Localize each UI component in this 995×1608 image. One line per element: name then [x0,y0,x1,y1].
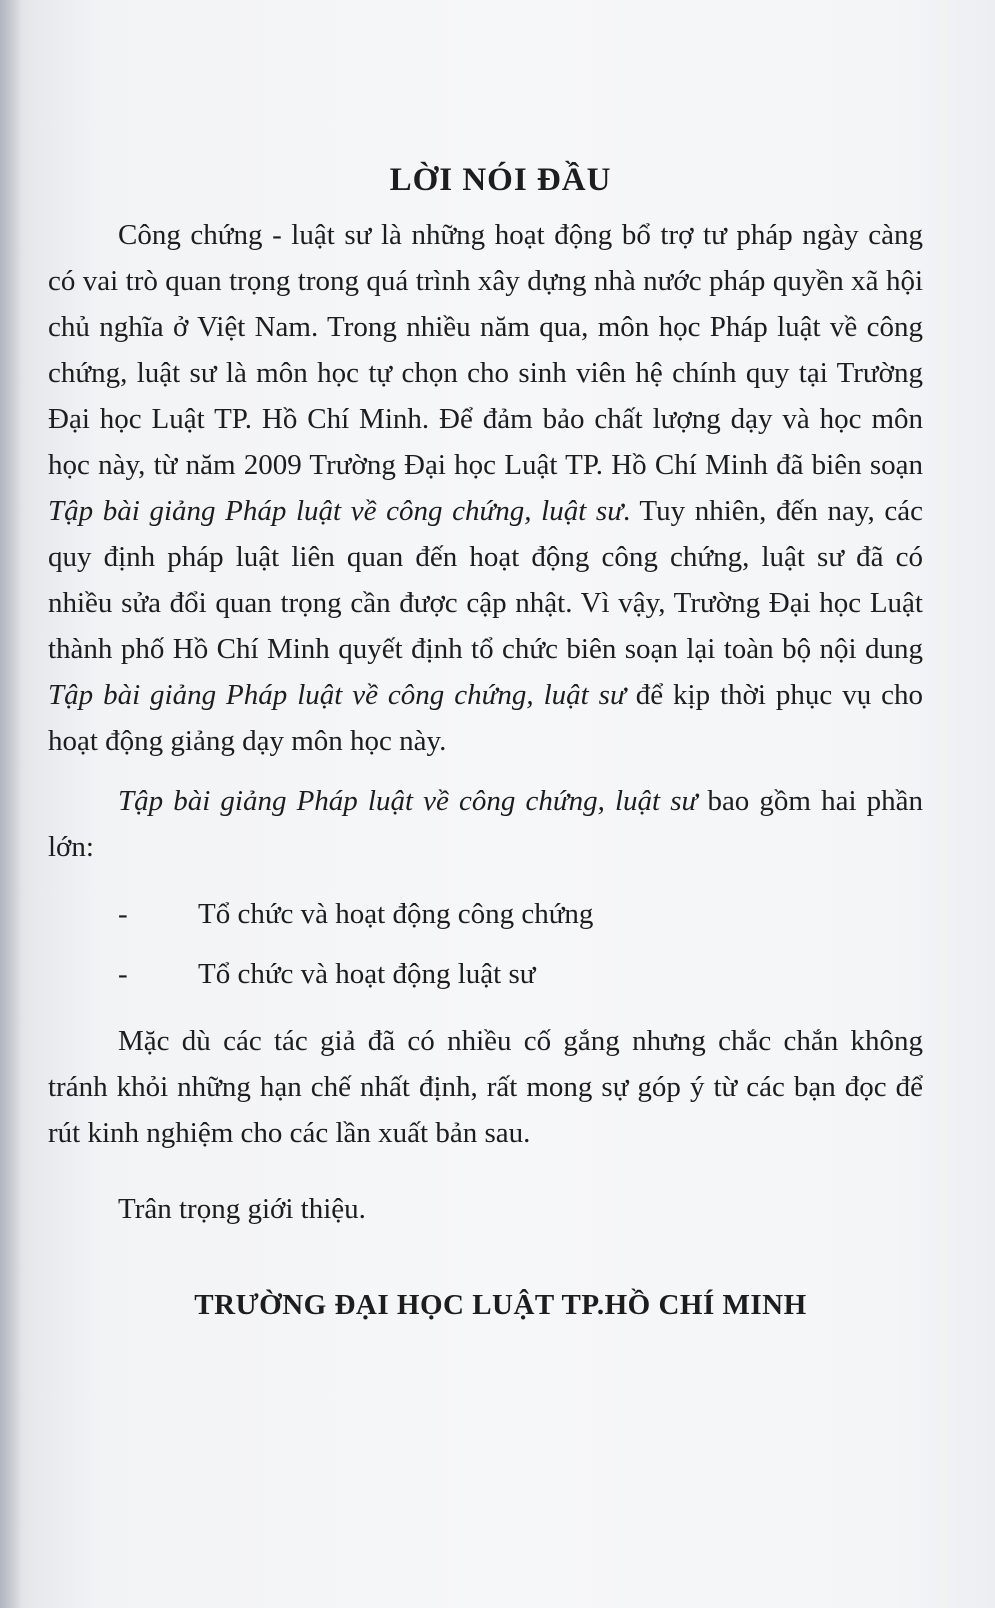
structure-book-title: Tập bài giảng Pháp luật về công chứng, luật sư [118,785,698,817]
structure-paragraph [48,778,923,870]
signature: TRƯỜNG ĐẠI HỌC LUẬT TP.HỒ CHÍ MINH [194,1289,807,1321]
list-item-text: Tổ chức và hoạt động luật sư [198,958,536,990]
disclaimer-paragraph: Mặc dù các tác giả đã có nhiều cố gắng nhưng chắc chắn không tránh khỏi những hạn chế nhất định, rất mong sự góp ý từ các bạn đọc để rút kinh nghiệm cho các lần xuất bản sau. [48,1025,923,1149]
list-dash: - [118,898,128,930]
parts-list [48,884,923,1004]
list-item [48,944,923,1004]
page-content [48,150,923,1328]
list-item [48,884,923,944]
structure-text: bao gồm hai phần lớn: [48,785,923,863]
intro-book-title-1: Tập bài giảng Pháp luật về công chứng, luật sư [48,495,624,527]
list-item-text: Tổ chức và hoạt động công chứng [198,898,594,930]
intro-book-title-2: Tập bài giảng Pháp luật về công chứng, luật sư [48,679,626,711]
intro-text-1: Công chứng - luật sư là những hoạt động bổ trợ tư pháp ngày càng có vai trò quan trọng trong quá trình xây dựng nhà nước pháp quyền xã hội chủ nghĩa ở Việt Nam. Trong nhiều năm qua, môn học Pháp luật về công chứng, luật sư là môn học tự chọn cho sinh viên hệ chính quy tại Trường Đại học Luật TP. Hồ Chí Minh. Để đảm bảo chất lượng dạy và học môn học này, từ năm 2009 Trường Đại học Luật TP. Hồ Chí Minh đã biên soạn [48,219,923,481]
intro-text-2: . Tuy nhiên, đến nay, các quy định pháp luật liên quan đến hoạt động công chứng, luật sư đã có nhiều sửa đổi quan trọng cần được cập nhật. Vì vậy, Trường Đại học Luật thành phố Hồ Chí Minh quyết định tổ chức biên soạn lại toàn bộ nội dung [48,495,924,665]
page-title: LỜI NÓI ĐẦU [389,162,612,198]
intro-paragraph [48,212,923,764]
intro-text-3: để kịp thời phục vụ cho hoạt động giảng dạy môn học này. [48,679,923,757]
list-dash: - [118,958,128,990]
spine-shadow [0,0,22,1608]
closing-line: Trân trọng giới thiệu. [118,1193,366,1225]
